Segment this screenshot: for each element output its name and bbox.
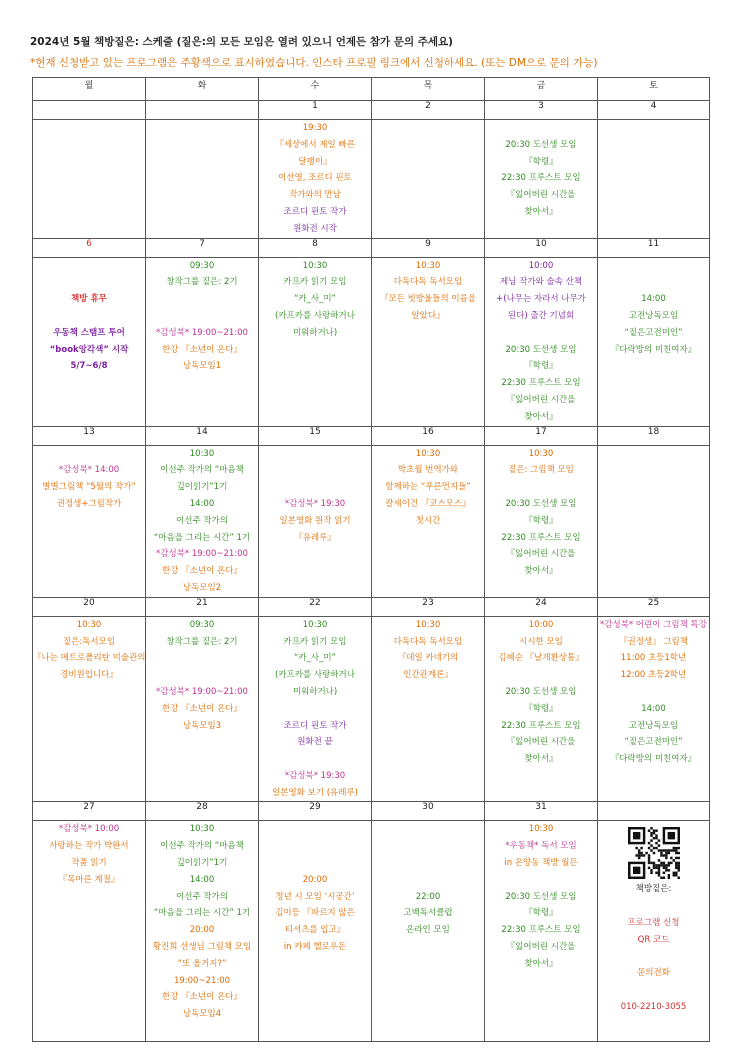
event-line: 5/7~6/8 [70, 361, 108, 372]
event-line: 이선영, 조르디 핀토 [278, 173, 352, 184]
event-line: 고백독서클럽 [403, 908, 453, 919]
date-row [33, 101, 710, 120]
date-number: 16 [372, 426, 485, 445]
event-line: *감성북* 10:00 [58, 824, 120, 835]
event-line: 찾아서』 [524, 566, 558, 577]
event-line: *감성북* 19:30 [284, 498, 346, 509]
spacer [598, 982, 709, 999]
weekday-fri: 금 [485, 78, 598, 101]
event-line: 함께하는 “푸른먼지들” [385, 482, 471, 493]
spacer [485, 325, 597, 342]
event-line: 『학령』 [524, 361, 558, 372]
day-cell [146, 120, 259, 239]
event-line: 김혜순 『날개환상통』 [498, 653, 584, 664]
event-line: 창작그룹 짙은: 2기 [166, 636, 238, 647]
event-line: 한강 『소년이 온다』 [162, 992, 242, 1003]
event-line: 깊이읽기”1기 [176, 858, 228, 869]
event-line: 한강 『소년이 온다』 [162, 344, 242, 355]
spacer [485, 479, 597, 496]
qr-code-icon [628, 827, 680, 879]
event-line: 10:00 [528, 260, 554, 271]
event-line: 문의전화 [637, 968, 670, 979]
event-line: 『다락방의 미친여자』 [610, 754, 697, 765]
event-line: 책방짙은: [635, 884, 672, 895]
event-line: 『잃어버린 시간을 [506, 549, 576, 560]
event-line: 조르디 핀토 작가 [283, 720, 347, 731]
date-number: 27 [33, 802, 146, 821]
event-line: “book앙각색” 시작 [49, 344, 129, 355]
event-line: 달팽이』 [298, 156, 332, 167]
spacer [259, 446, 371, 463]
day-cell [372, 120, 485, 239]
day-cell [598, 445, 710, 597]
event-line: 20:30 도선생 모임 [505, 891, 577, 902]
event-line: 청년 시 모임 ‘시공간’ [275, 891, 355, 902]
event-line: 미워하거나) [292, 327, 338, 338]
date-number [598, 802, 710, 821]
event-line: 사랑하는 작가 박완서 [49, 841, 129, 852]
event-line: *감성북* 19:00~21:00 [156, 549, 248, 560]
event-line: “또 올거지?” [177, 958, 227, 969]
date-number: 11 [598, 238, 710, 257]
event-line: 10:30 [528, 824, 554, 835]
date-number: 29 [259, 802, 372, 821]
event-line: 10:30 [76, 619, 102, 630]
event-line: 『나는 메트로폴리탄 미술관의 [33, 653, 145, 664]
event-line: 10:30 [415, 260, 441, 271]
spacer [33, 308, 145, 325]
weekday-tue: 화 [146, 78, 259, 101]
event-line: (카프카를 사랑하거나 [275, 310, 355, 321]
event-line: 20:30 도선생 모임 [505, 686, 577, 697]
event-line: *감성북* 14:00 [58, 465, 120, 476]
event-line: 010-2210-3055 [620, 1002, 687, 1013]
day-cell [372, 257, 485, 426]
event-line: 티셔츠를 입고』 [284, 925, 346, 936]
page-notice: *현재 신청받고 있는 프로그램은 주황색으로 표시하였습니다. 인스타 프로필 링크에서 신청하세요. (또는 DM으로 문의 가능) [30, 57, 598, 69]
date-number: 9 [372, 238, 485, 257]
event-line: 칼세이건 『코스모스』 [385, 498, 471, 509]
date-number: 23 [372, 597, 485, 616]
event-line: 11:00 초등1학년 [620, 653, 687, 664]
date-row [33, 238, 710, 257]
spacer [146, 291, 258, 308]
day-cell [146, 616, 259, 802]
event-line: 『잃어버린 시간을 [506, 737, 576, 748]
day-cell [485, 257, 598, 426]
event-line: 원화전 끝 [297, 737, 333, 748]
date-row [33, 426, 710, 445]
date-row [33, 597, 710, 616]
date-number: 18 [598, 426, 710, 445]
date-number: 14 [146, 426, 259, 445]
day-cell [146, 445, 259, 597]
spacer [372, 821, 484, 838]
date-number: 4 [598, 101, 710, 120]
event-line: 22:30 프루스트 모임 [501, 173, 581, 184]
spacer [259, 838, 371, 855]
event-line: 『잃어버린 시간을 [506, 394, 576, 405]
day-cell [598, 120, 710, 239]
spacer [485, 120, 597, 137]
event-line: 한강 『소년이 온다』 [162, 703, 242, 714]
day-cell [33, 616, 146, 802]
day-cell [259, 257, 372, 426]
day-cell [259, 616, 372, 802]
event-line: 원화전 시작 [293, 223, 337, 234]
event-line: 14:00 [189, 874, 215, 885]
spacer [372, 872, 484, 889]
event-line: 제님 작가와 술속 산책 [499, 277, 582, 288]
event-line: 미워하거나) [292, 686, 338, 697]
event-line: 10:30 [189, 448, 215, 459]
event-line: 『다락방의 미친여자』 [610, 344, 697, 355]
event-line: 이선주 작가의 [176, 515, 228, 526]
event-line: 『학령』 [524, 515, 558, 526]
event-line: 22:30 프루스트 모임 [501, 532, 581, 543]
event-line: QR 코드 [637, 934, 670, 945]
date-number: 21 [146, 597, 259, 616]
spacer [372, 855, 484, 872]
event-line: 09:30 [189, 260, 215, 271]
event-line: “카_사_미” [294, 653, 336, 664]
event-line: 『권정생』 그림책 [619, 636, 688, 647]
event-line: 10:30 [528, 448, 554, 459]
day-cell [259, 821, 372, 1042]
event-line: 19:30 [302, 123, 328, 133]
day-cell [146, 821, 259, 1042]
event-line: 창작그룹 짙은: 2기 [166, 277, 238, 288]
event-line: 20:00 [302, 874, 328, 885]
event-line: 작가와의 만남 [289, 190, 341, 201]
spacer [259, 751, 371, 768]
date-number: 22 [259, 597, 372, 616]
event-line: 일본영화 원작 읽기 [279, 515, 351, 526]
event-line: 카프카 읽기 모임 [283, 636, 347, 647]
event-line: 『모든 빗방울들의 이름을 [379, 294, 476, 305]
event-line: 『잃어버린 시간을 [506, 942, 576, 953]
event-line: 프로그램 신청 [627, 918, 680, 929]
event-line: 찾아서』 [524, 411, 558, 422]
weekday-mon: 월 [33, 78, 146, 101]
weekday-header-row [33, 78, 710, 101]
spacer [598, 949, 709, 966]
weekday-sat: 토 [598, 78, 710, 101]
day-cell [372, 445, 485, 597]
event-line: 12:00 초등2학년 [620, 670, 687, 681]
event-line: 알았다』 [411, 310, 445, 321]
event-line: 짙은:독서모임 [62, 636, 116, 647]
event-line: 우동책 스탬프 투어 [53, 327, 125, 338]
event-line: 22:30 프루스트 모임 [501, 720, 581, 731]
event-line: 황진희 선생님 그림책 모임 [152, 942, 252, 953]
day-cell [146, 257, 259, 426]
day-cell [33, 120, 146, 239]
event-line: 첫시간 [415, 515, 441, 526]
date-number: 1 [259, 101, 372, 120]
event-line: 10:30 [302, 619, 328, 630]
event-row [33, 616, 710, 802]
event-line: 찾아서』 [524, 958, 558, 969]
event-line: 14:00 [641, 703, 666, 714]
event-line: 찾아서』 [524, 206, 558, 217]
date-number [146, 101, 259, 120]
event-line: 박초월 번역가와 [397, 465, 459, 476]
date-number: 15 [259, 426, 372, 445]
event-line: 10:30 [415, 448, 441, 459]
date-number: 13 [33, 426, 146, 445]
event-line: 고전낭독모임 [628, 720, 679, 731]
event-line: 다독다독 독서모임 [393, 277, 463, 288]
date-number: 10 [485, 238, 598, 257]
day-cell [598, 616, 710, 802]
date-number: 17 [485, 426, 598, 445]
spacer [146, 667, 258, 684]
event-line: 20:30 도선생 모임 [505, 139, 577, 150]
weekday-wed: 수 [259, 78, 372, 101]
event-line: 시시한 모임 [519, 636, 563, 647]
event-line: 짙은: 그림책 모임 [508, 465, 574, 476]
spacer [259, 855, 371, 872]
event-line: in 온양동 책방 월든 [504, 858, 578, 869]
event-line: 별별그림책 “5월의 작가” [42, 482, 136, 493]
event-line: 09:30 [189, 619, 215, 630]
event-line: 일본영화 보기 (유레루) [272, 787, 358, 798]
event-line: 고전낭독모임 [628, 310, 679, 321]
page-title: 2024년 5월 책방짙은: 스케줄 (짙은:의 모든 모임은 열려 있으니 언제든 참가 문의 주세요) [30, 36, 453, 48]
day-cell [485, 445, 598, 597]
event-line: 20:30 도선생 모임 [505, 498, 577, 509]
event-line: 이선주 작가의 [176, 891, 228, 902]
event-line: 다독다독 독서모임 [393, 636, 463, 647]
spacer [485, 667, 597, 684]
spacer [259, 701, 371, 718]
event-line: 한강 『소년이 온다』 [162, 566, 242, 577]
event-line: “짙은고전미인” [624, 737, 683, 748]
event-line: “마음을 그리는 시간” 1기 [153, 532, 251, 543]
date-number: 2 [372, 101, 485, 120]
event-line: 권정생+그림작가 [56, 498, 122, 509]
event-line: 『학령』 [524, 908, 558, 919]
date-number: 31 [485, 802, 598, 821]
event-line: 책방 휴무 [71, 294, 107, 305]
spacer [33, 274, 145, 291]
day-cell [485, 616, 598, 802]
event-line: 조르디 핀토 작가 [283, 206, 347, 217]
event-line: 20:30 도선생 모임 [505, 344, 577, 355]
spacer [485, 872, 597, 889]
event-row [33, 120, 710, 239]
event-row [33, 257, 710, 426]
event-line: 22:30 프루스트 모임 [501, 378, 581, 389]
event-line: 김미등 『파르지 않은 [275, 908, 355, 919]
event-row [33, 445, 710, 597]
event-line: 이선주 작가의 “마음책 [160, 465, 244, 476]
event-line: (카프카를 사랑하거나 [275, 670, 355, 681]
event-line: 온라인 모임 [406, 925, 450, 936]
event-line: 22:00 [415, 891, 441, 902]
event-line: 낭독모임1 [182, 361, 222, 372]
event-line: “짙은고전미인” [624, 327, 683, 338]
spacer [598, 898, 709, 915]
date-number: 3 [485, 101, 598, 120]
day-cell [598, 821, 710, 1042]
spacer [372, 838, 484, 855]
event-line: +(나무는 자라서 나무가 [496, 294, 586, 305]
event-line: *감성북* 어린이 그림책 특강 [600, 619, 707, 630]
day-cell [259, 445, 372, 597]
event-line: *감성북* 19:00~21:00 [156, 686, 248, 697]
day-cell [372, 616, 485, 802]
day-cell [372, 821, 485, 1042]
event-line: 22:30 프루스트 모임 [501, 925, 581, 936]
event-line: 카프카 읽기 모임 [283, 277, 347, 288]
event-line: 10:30 [302, 260, 328, 271]
event-line: 『유레루』 [294, 532, 336, 543]
event-line: 낭독모임3 [182, 720, 222, 731]
day-cell [259, 120, 372, 239]
day-cell [598, 257, 710, 426]
event-line: 10:00 [528, 619, 554, 630]
day-cell [485, 120, 598, 239]
event-line: 된다) 출간 기념회 [507, 310, 575, 321]
spacer [33, 258, 145, 275]
event-row [33, 821, 710, 1042]
spacer [259, 462, 371, 479]
event-line: 『학령』 [524, 156, 558, 167]
date-number: 25 [598, 597, 710, 616]
event-line: 『잃어버린 시간을 [506, 190, 576, 201]
day-cell [33, 257, 146, 426]
day-cell [33, 821, 146, 1042]
event-line: 『세상에서 제일 빠른 [275, 139, 355, 150]
event-line: 『학령』 [524, 703, 558, 714]
event-line: 10:30 [415, 619, 441, 630]
spacer [146, 650, 258, 667]
event-line: 10:30 [189, 824, 215, 835]
date-number: 24 [485, 597, 598, 616]
event-line: 이선주 작가의 “마음책 [160, 841, 244, 852]
spacer [259, 821, 371, 838]
event-line: 깊이읽기”1기 [176, 482, 228, 493]
event-line: 14:00 [189, 498, 215, 509]
event-line: 작품 읽기 [71, 858, 107, 869]
event-line: 경비원입니다』 [60, 670, 118, 681]
event-line: “마음을 그리는 시간” 1기 [153, 908, 251, 919]
event-line: 『데일 카네기의 [397, 653, 459, 664]
event-line: 20:00 [189, 925, 215, 936]
event-line: *감성북* 19:30 [284, 770, 346, 781]
event-line: in 카페 헬로우돈 [283, 942, 347, 953]
date-number: 20 [33, 597, 146, 616]
event-line: 인간관계론』 [403, 670, 453, 681]
event-line: 14:00 [641, 294, 666, 305]
date-row [33, 802, 710, 821]
spacer [598, 684, 709, 701]
spacer [259, 479, 371, 496]
spacer [598, 258, 709, 275]
date-number: 28 [146, 802, 259, 821]
spacer [33, 446, 145, 463]
event-line: 19:00~21:00 [173, 975, 231, 986]
day-cell [485, 821, 598, 1042]
event-line: *감성북* 19:00~21:00 [156, 327, 248, 338]
day-cell [33, 445, 146, 597]
event-line: 『목마른 계절』 [58, 874, 120, 885]
event-line: *우동책* 독서 모임 [505, 841, 577, 852]
spacer [598, 274, 709, 291]
calendar-table [32, 77, 710, 1042]
date-number: 6 [33, 238, 146, 257]
spacer [146, 308, 258, 325]
date-number: 7 [146, 238, 259, 257]
date-number: 8 [259, 238, 372, 257]
event-line: 찾아서』 [524, 754, 558, 765]
event-line: 낭독모임4 [182, 1009, 222, 1020]
event-line: “카_사_미” [294, 294, 336, 305]
event-line: 낭독모임2 [182, 582, 222, 593]
weekday-thu: 목 [372, 78, 485, 101]
date-number: 30 [372, 802, 485, 821]
date-number [33, 101, 146, 120]
